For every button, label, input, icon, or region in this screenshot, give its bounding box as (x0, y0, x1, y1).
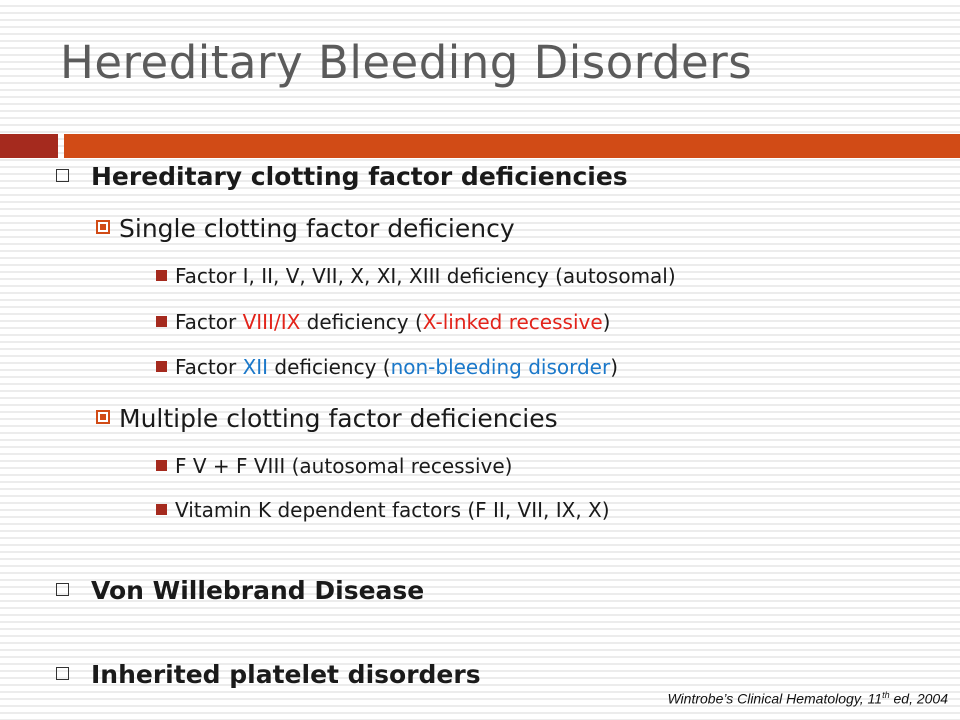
bullet-text: Single clotting factor deficiency (119, 214, 515, 243)
bullet-text: Vitamin K dependent factors (F II, VII, IX, X) (175, 498, 610, 522)
highlight-blue-text: XII (242, 355, 269, 379)
solid-square-bullet-icon (156, 361, 167, 372)
bullet-text: Factor (175, 310, 243, 334)
bullet-text: Hereditary clotting factor deficiencies (91, 162, 628, 191)
bullet-factor-autosomal (156, 264, 676, 288)
framed-square-bullet-icon (96, 220, 110, 234)
bullet-text: Factor I, II, V, VII, X, XI, XIII deficiency (autosomal) (175, 264, 676, 288)
citation-text: ed, 2004 (889, 690, 948, 707)
bullet-text: ) (602, 310, 611, 334)
bullet-platelet-disorders (56, 660, 481, 689)
bullet-text: F V + F VIII (autosomal recessive) (175, 454, 513, 478)
solid-square-bullet-icon (156, 270, 167, 281)
bullet-text: deficiency ( (268, 355, 391, 379)
bullet-fv-fviii (156, 454, 512, 478)
hollow-square-bullet-icon (56, 169, 69, 182)
bullet-text: Inherited platelet disorders (91, 660, 481, 689)
highlight-red-text: VIII/IX (242, 310, 301, 334)
hollow-square-bullet-icon (56, 667, 69, 680)
citation (667, 690, 948, 707)
bullet-text: Factor (175, 355, 243, 379)
accent-bar-right (64, 134, 960, 158)
bullet-factor-xii (156, 355, 618, 379)
bullet-text: Von Willebrand Disease (91, 576, 425, 605)
bullet-von-willebrand (56, 576, 424, 605)
highlight-blue-text: non-bleeding disorder (390, 355, 611, 379)
citation-superscript: th (882, 690, 890, 700)
solid-square-bullet-icon (156, 460, 167, 471)
highlight-red-text: X-linked recessive (422, 310, 603, 334)
bullet-vitamin-k (156, 498, 610, 522)
hollow-square-bullet-icon (56, 583, 69, 596)
bullet-text: ) (610, 355, 619, 379)
solid-square-bullet-icon (156, 504, 167, 515)
slide-title: Hereditary Bleeding Disorders (60, 36, 753, 89)
solid-square-bullet-icon (156, 316, 167, 327)
bullet-multiple-factors (96, 404, 558, 433)
accent-bar-left (0, 134, 58, 158)
bullet-text: deficiency ( (300, 310, 423, 334)
bullet-text: Multiple clotting factor deficiencies (119, 404, 558, 433)
bullet-single-factor (96, 214, 515, 243)
bullet-hereditary-clotting (56, 162, 628, 191)
framed-square-bullet-icon (96, 410, 110, 424)
citation-text: Wintrobe’s Clinical Hematology, 11 (667, 690, 883, 707)
bullet-factor-viii-ix (156, 310, 610, 334)
